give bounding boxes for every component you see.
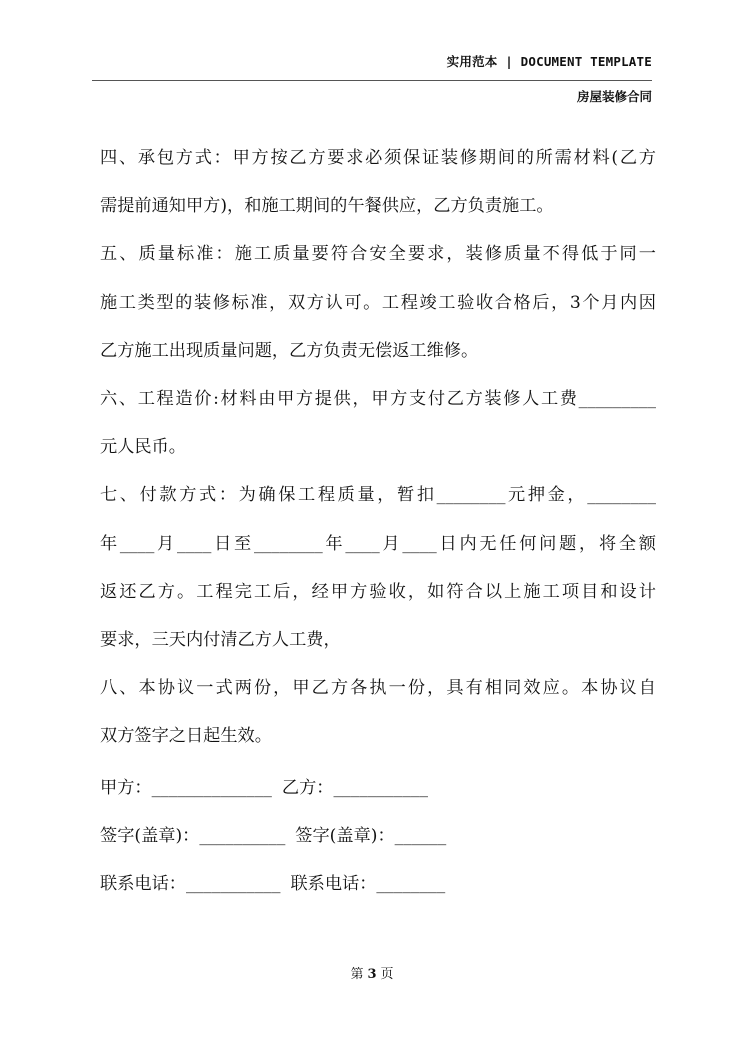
body-line: 元人民币。 — [100, 437, 186, 458]
signature-row-party — [100, 764, 656, 812]
body-line: 双方签字之日起生效。 — [100, 726, 272, 747]
signature-block — [100, 764, 656, 908]
body-line: 要求，三天内付清乙方人工费， — [100, 629, 341, 650]
signature-row-phone — [100, 860, 656, 908]
body-line: 需提前通知甲方)，和施工期间的午餐供应，乙方负责施工。 — [100, 196, 554, 217]
document-subtitle: 房屋装修合同 — [576, 89, 652, 104]
page-footer — [0, 963, 744, 982]
page-number: 3 — [367, 967, 377, 982]
body-line: 施工类型的装修标准，双方认可。工程竣工验收合格后，3个月内因 — [100, 292, 656, 313]
body-line: 四、承包方式：甲方按乙方要求必须保证装修期间的所需材料(乙方 — [100, 148, 656, 168]
party-b-signature-field[interactable]: 签字(盖章)：______ — [295, 826, 447, 846]
party-b-phone-field[interactable]: 联系电话：________ — [290, 874, 446, 894]
document-header-title: 实用范本 | DOCUMENT TEMPLATE — [446, 54, 652, 69]
signature-row-seal — [100, 812, 656, 860]
body-line: 八、本协议一式两份，甲乙方各执一份，具有相同效应。本协议自 — [100, 678, 656, 699]
header-divider — [92, 80, 652, 81]
body-line: 年____月____日至________年____月____日内无任何问题，将全额 — [100, 533, 656, 554]
page-prefix: 第 — [350, 967, 364, 982]
body-line: 返还乙方。工程完工后，经甲方验收，如符合以上施工项目和设计 — [100, 581, 656, 602]
body-line: 六、工程造价:材料由甲方提供，甲方支付乙方装修人工费_________ — [100, 388, 656, 409]
contract-body — [100, 134, 656, 760]
party-a-phone-field[interactable]: 联系电话：___________ — [100, 874, 281, 894]
body-line: 七、付款方式：为确保工程质量，暂扣________元押金，________ — [100, 485, 656, 506]
party-a-signature-field[interactable]: 签字(盖章)：__________ — [100, 826, 286, 846]
party-a-field[interactable]: 甲方：______________ — [100, 778, 272, 798]
party-b-field[interactable]: 乙方：___________ — [281, 778, 428, 798]
body-line: 乙方施工出现质量问题，乙方负责无偿返工维修。 — [100, 340, 479, 361]
page-suffix: 页 — [380, 967, 394, 982]
body-line: 五、质量标准：施工质量要符合安全要求，装修质量不得低于同一 — [100, 244, 656, 265]
